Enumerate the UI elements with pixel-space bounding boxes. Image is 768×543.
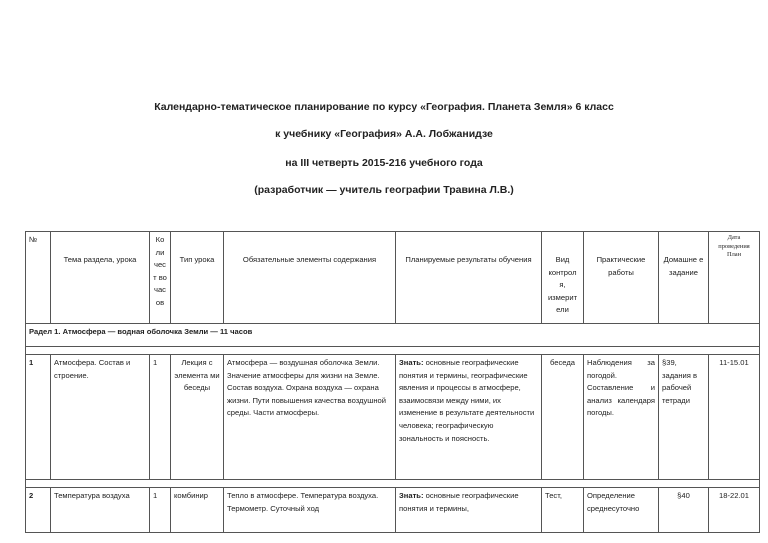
row-hours: 1 xyxy=(150,355,171,480)
spacer-row xyxy=(26,347,760,355)
table-row xyxy=(26,488,760,533)
header-practical: Практические работы xyxy=(584,232,659,324)
header-results: Планируемые результаты обучения xyxy=(396,232,542,324)
heading-line-1: Календарно-тематическое планирование по курсу «География. Планета Земля» 6 класс xyxy=(154,101,614,113)
row-homework: §39, задания в рабочей тетради xyxy=(659,355,709,480)
section-title: Радел 1. Атмосфера — водная оболочка Земли — 11 часов xyxy=(26,324,760,347)
heading-line-3: на III четверть 2015-216 учебного года xyxy=(285,157,483,169)
row-content: Атмосфера — воздушная оболочка Земли. Значение атмосферы для жизни на Земле. Состав воздуха. Охрана воздуха — охрана жизни. Пути повышения качества воздушной среды. Части атмосферы. xyxy=(224,355,396,480)
row-content: Тепло в атмосфере. Температура воздуха. Термометр. Суточный ход xyxy=(224,488,396,533)
section-row xyxy=(26,324,760,347)
row-homework: §40 xyxy=(659,488,709,533)
row-lesson-type: Лекция с элемента ми беседы xyxy=(171,355,224,480)
heading-line-2: к учебнику «География» А.А. Лобжанидзе xyxy=(275,128,493,140)
results-text: основные географические понятия и термины, географические явления и процессы в атмосфере, взаимосвязи между ними, их изменение в результате деятельности человека; географическую зональность и поясность. xyxy=(399,358,535,443)
row-hours: 1 xyxy=(150,488,171,533)
row-num: 1 xyxy=(26,355,51,480)
row-practical: Наблюдения за погодой. Составление и анализ календаря погоды. xyxy=(584,355,659,480)
row-date: 11-15.01 xyxy=(709,355,760,480)
header-num: № xyxy=(26,232,51,324)
header-lesson-type: Тип урока xyxy=(171,232,224,324)
row-date: 18-22.01 xyxy=(709,488,760,533)
header-content: Обязательные элементы содержания xyxy=(224,232,396,324)
row-lesson-type: комбинир xyxy=(171,488,224,533)
row-topic: Атмосфера. Состав и строение. xyxy=(51,355,150,480)
table-row xyxy=(26,355,760,480)
heading-line-4: (разработчик — учитель географии Травина Л.В.) xyxy=(254,184,514,196)
row-control: Тест, xyxy=(542,488,584,533)
row-results xyxy=(396,355,542,480)
header-date: Дата проведения План xyxy=(709,232,760,324)
header-homework: Домашне е задание xyxy=(659,232,709,324)
results-label: Знать: xyxy=(399,491,424,500)
header-topic: Тема раздела, урока xyxy=(51,232,150,324)
table-header-row xyxy=(26,232,760,324)
row-num: 2 xyxy=(26,488,51,533)
row-control: беседа xyxy=(542,355,584,480)
row-results xyxy=(396,488,542,533)
header-control: Вид контрол я, измерит ели xyxy=(542,232,584,324)
planning-table xyxy=(25,231,760,533)
results-label: Знать: xyxy=(399,358,424,367)
results-text: основные географические понятия и термины, xyxy=(399,491,519,513)
spacer-row xyxy=(26,480,760,488)
row-practical: Определение среднесуточно xyxy=(584,488,659,533)
header-hours: Ко ли чест во час ов xyxy=(150,232,171,324)
row-topic: Температура воздуха xyxy=(51,488,150,533)
